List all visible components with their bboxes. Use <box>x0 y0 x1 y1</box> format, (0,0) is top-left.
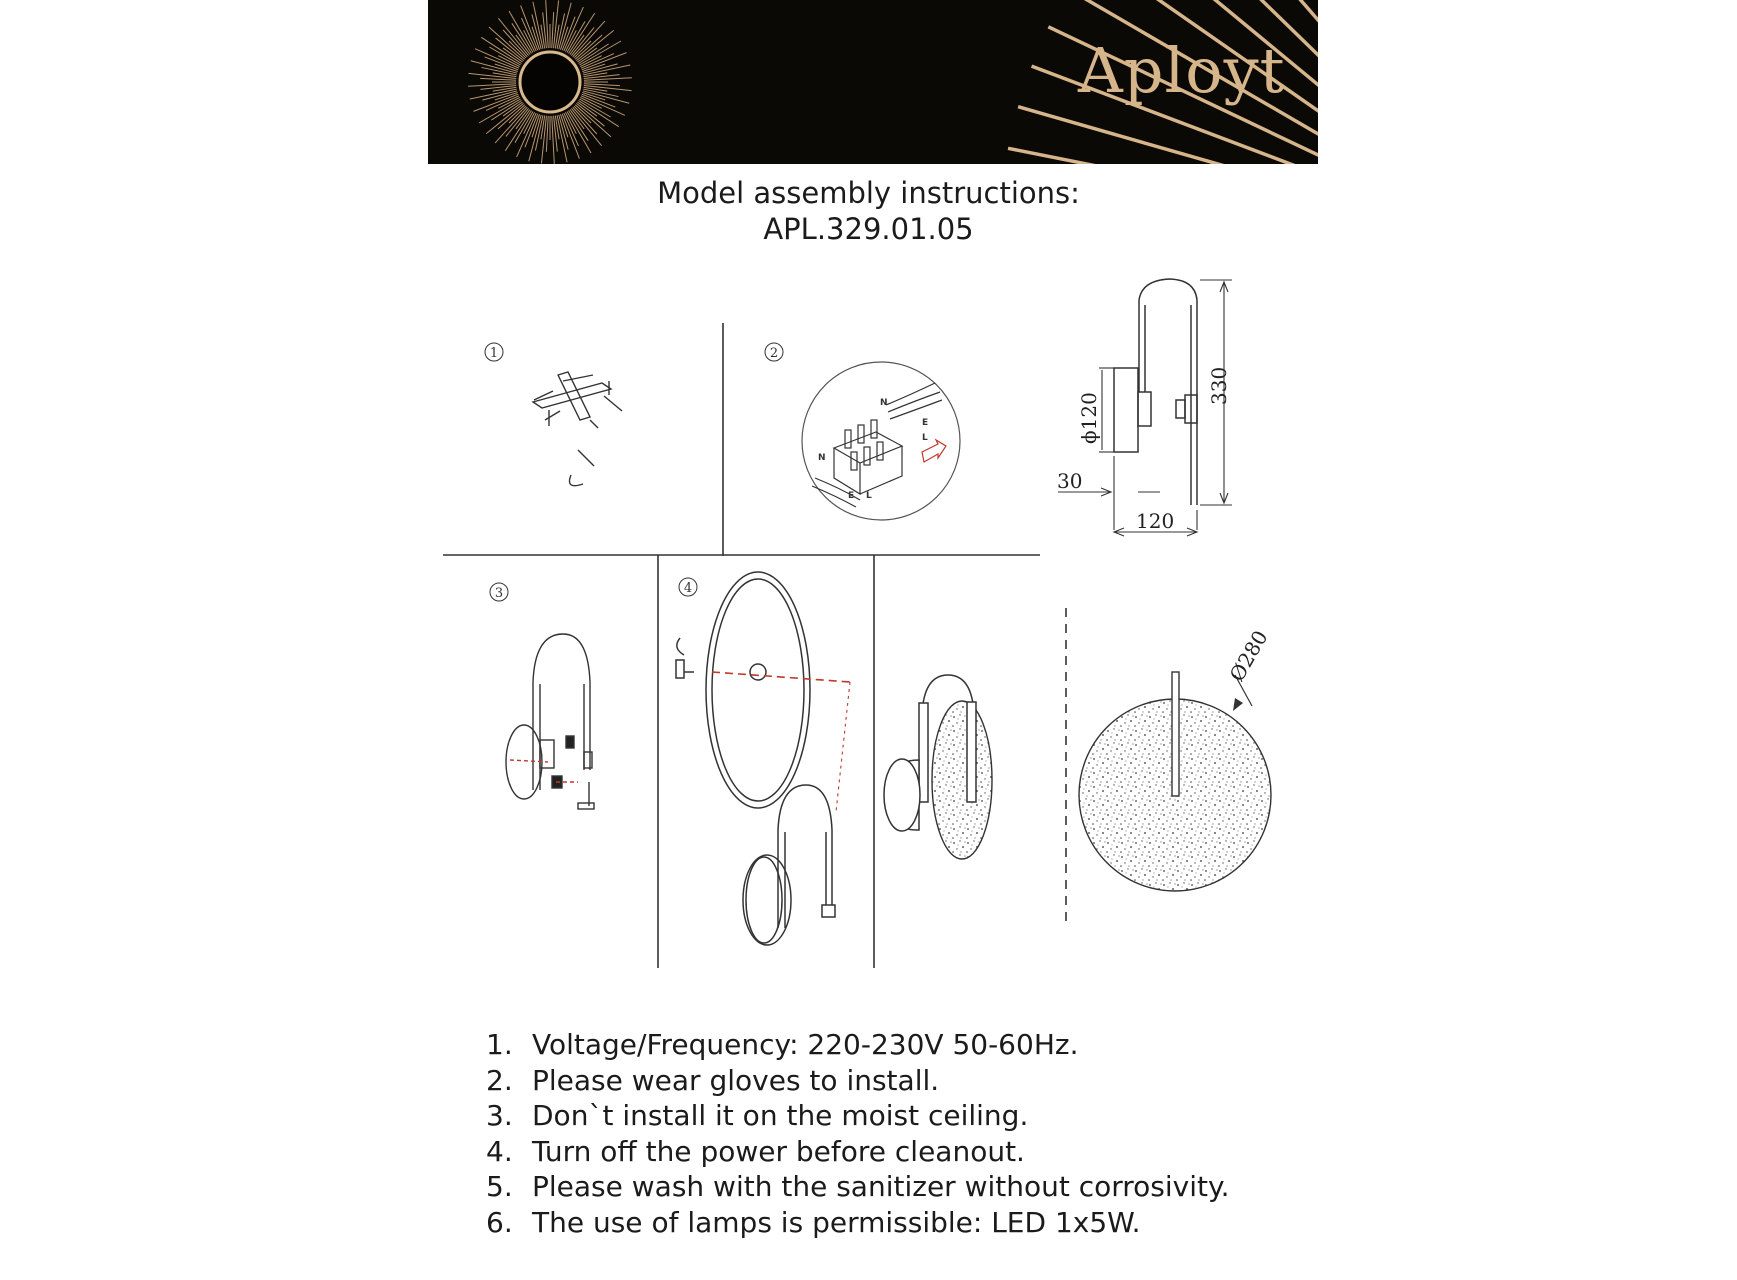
terminal-block-icon <box>812 383 942 507</box>
terminal-label-e: E <box>848 491 855 501</box>
wire-label-l: L <box>922 433 928 443</box>
arrow-icon <box>922 440 946 462</box>
dimension-height: 330 <box>1207 366 1231 405</box>
dimension-disc-diameter: Ø280 <box>1224 626 1273 686</box>
list-item: 2. Please wear gloves to install. <box>486 1063 940 1097</box>
lamp-side-profile <box>1114 279 1197 505</box>
dimension-base-depth: 30 <box>1057 469 1083 493</box>
list-item: 5. Please wash with the sanitizer without corrosivity. <box>486 1170 1230 1203</box>
terminal-label-l: L <box>866 491 872 501</box>
list-item: 6. The use of lamps is permissible: LED 1x5W. <box>486 1205 1141 1239</box>
step-2-panel <box>765 343 960 520</box>
side-view-drawing <box>1057 279 1232 536</box>
step-4-number: 4 <box>683 581 693 596</box>
front-view-drawing <box>1079 626 1273 891</box>
front-lamp-bar <box>1172 672 1179 796</box>
list-item: 3. Don`t install it on the moist ceiling. <box>486 1099 1029 1132</box>
list-item: 1. Voltage/Frequency: 220-230V 50-60Hz. <box>486 1028 1079 1061</box>
model-number: APL.329.01.05 <box>763 212 974 246</box>
red-guide-line <box>836 682 850 812</box>
step-1-number: 1 <box>489 346 499 361</box>
red-guide-line <box>712 672 850 682</box>
wire-label-n: N <box>880 398 888 408</box>
dimension-depth: 120 <box>1136 509 1175 533</box>
step-3-panel <box>490 583 594 809</box>
step-1-panel <box>485 343 622 486</box>
lamp-base-icon <box>506 634 594 809</box>
safety-notes-list <box>486 1027 1229 1240</box>
terminal-label-n: N <box>818 453 826 463</box>
disc-assembly-icon <box>676 572 835 945</box>
assembled-view <box>884 675 992 859</box>
list-item: 4. Turn off the power before cleanout. <box>486 1134 1025 1168</box>
step-3-number: 3 <box>494 586 504 601</box>
step-2-number: 2 <box>769 346 779 361</box>
mounting-bracket-icon <box>533 372 622 486</box>
panel-dividers <box>443 323 1066 968</box>
brand-logo: Aployt <box>1078 34 1286 107</box>
arrow-icon <box>1233 698 1243 711</box>
title-line-1: Model assembly instructions: <box>657 176 1080 210</box>
speckled-disc <box>932 701 992 859</box>
dimension-base-diameter: ϕ120 <box>1077 392 1101 444</box>
step-4-panel <box>676 572 850 945</box>
wire-label-e: E <box>922 418 929 428</box>
